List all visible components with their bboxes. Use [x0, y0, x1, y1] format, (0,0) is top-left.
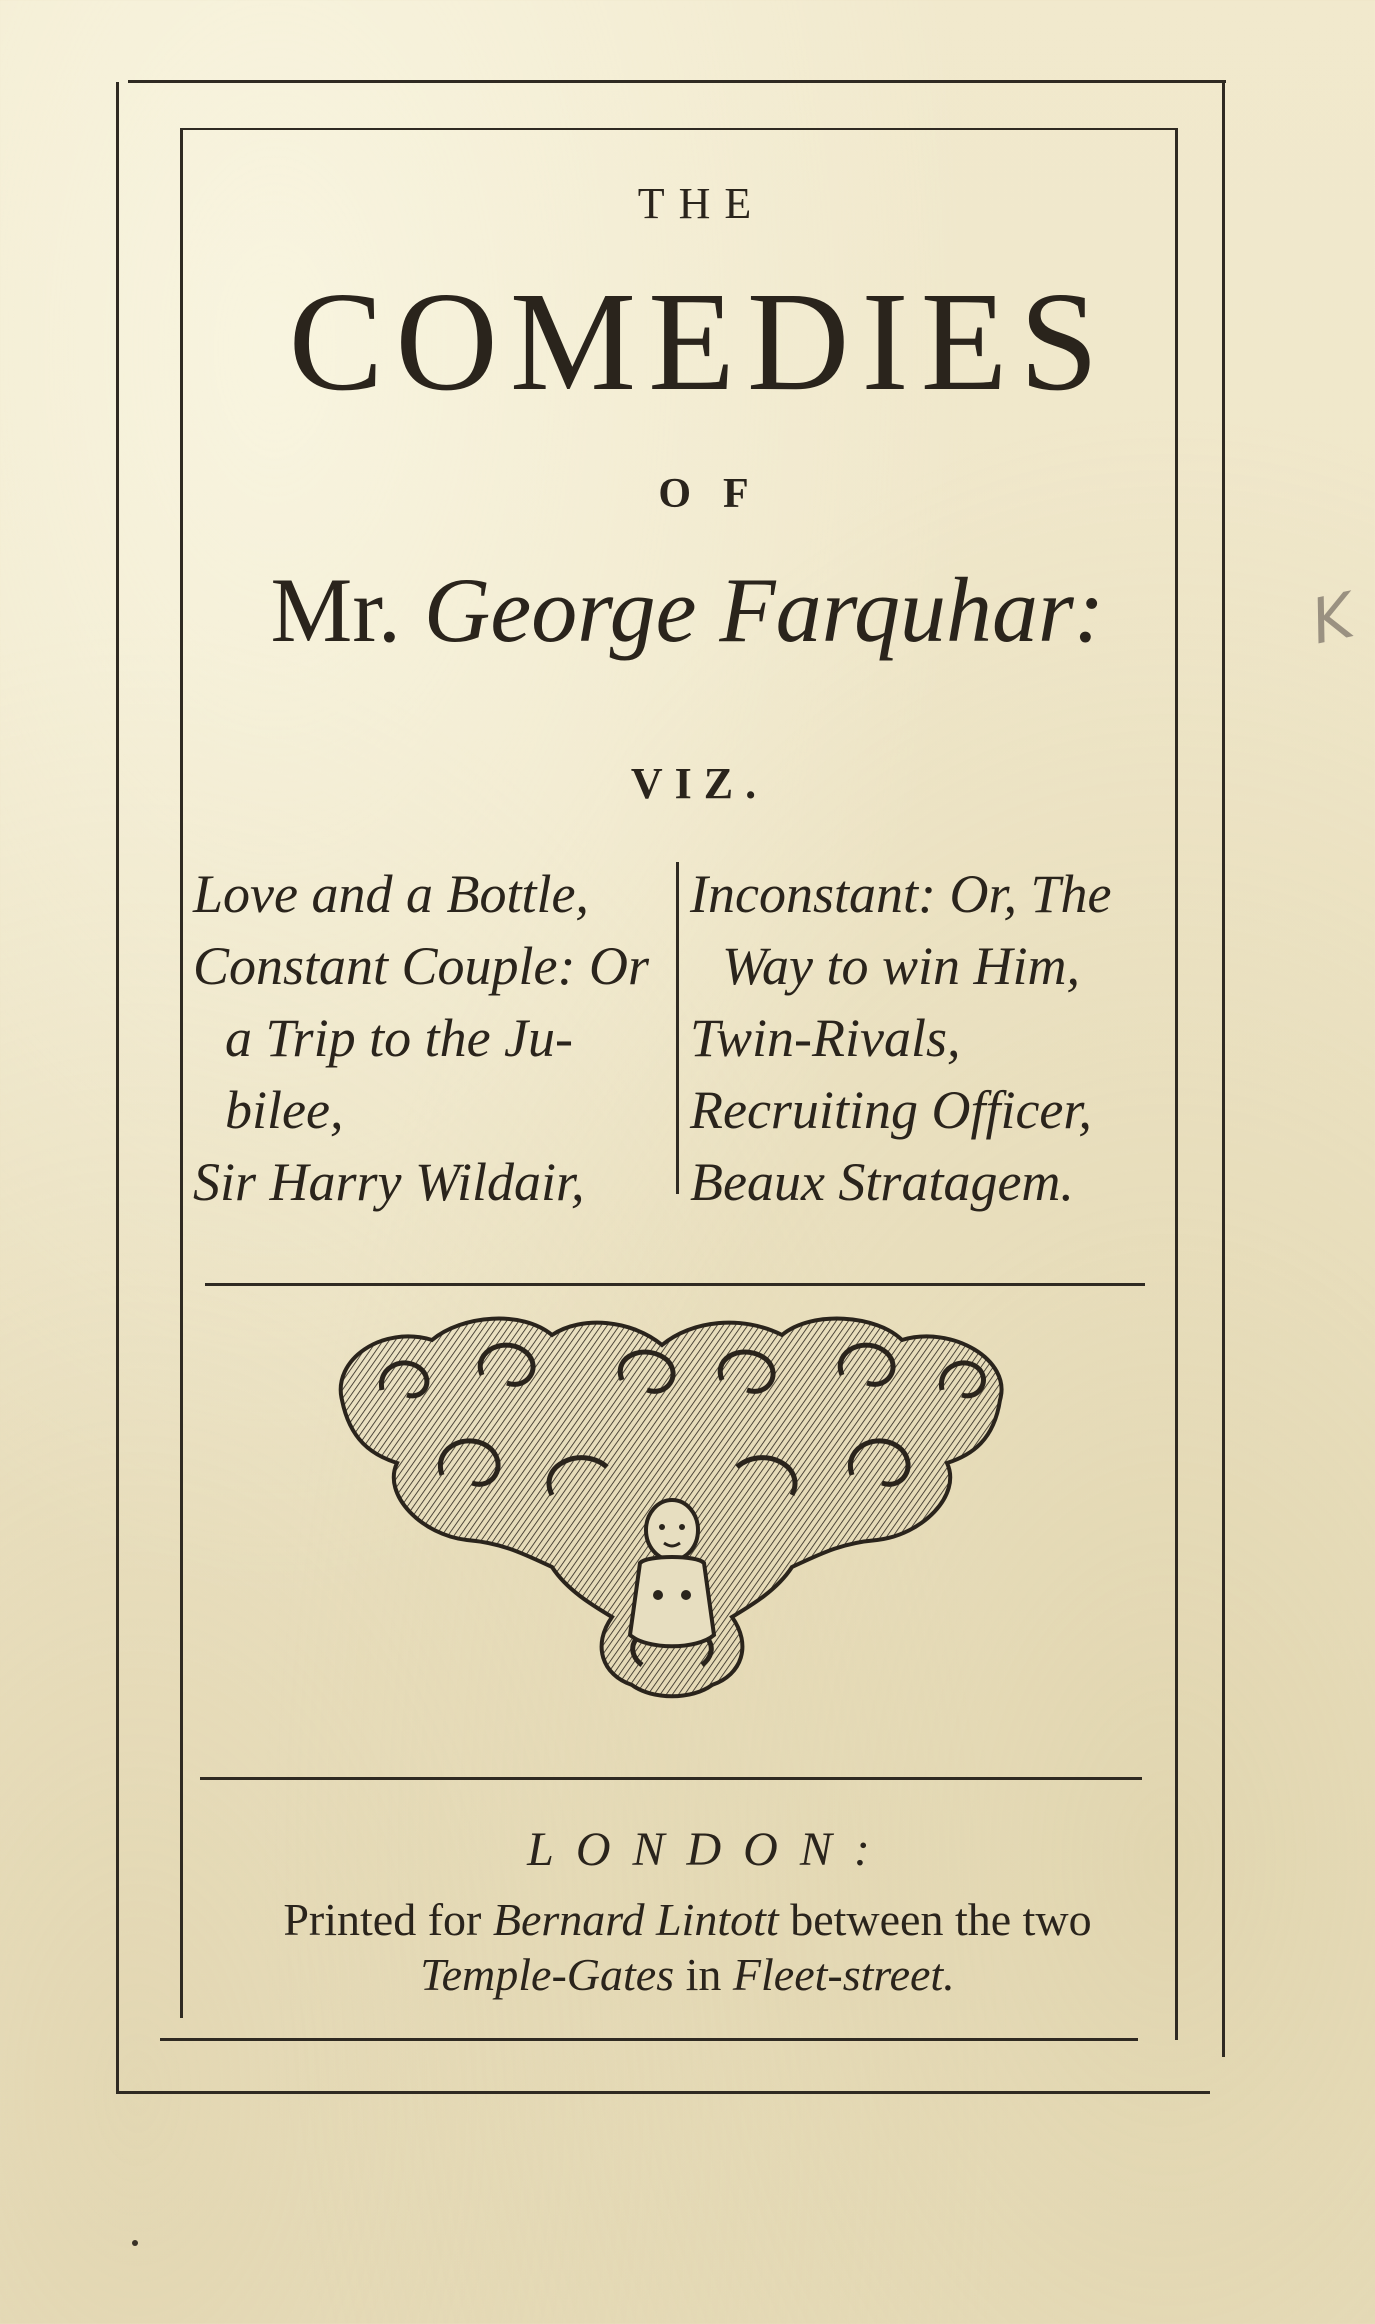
imprint-line-1 [0, 1893, 1375, 1946]
imprint-street: Fleet-street. [732, 1949, 955, 2000]
imprint-in: in [685, 1949, 722, 2000]
play-line: Inconstant: Or, The [690, 864, 1112, 924]
outer-border-top [128, 80, 1226, 83]
imprint-city: LONDON: [527, 1823, 892, 1876]
play-line: Beaux Stratagem. [690, 1152, 1074, 1212]
imprint-printer: Bernard Lintott [492, 1894, 779, 1945]
outer-border-bottom [116, 2091, 1210, 2094]
inner-border-right [1175, 130, 1178, 2040]
play-line: Way to win Him, [722, 936, 1081, 996]
author-name: George Farquhar: [423, 559, 1105, 661]
play-line: Constant Couple: Or [193, 936, 650, 996]
rule-above-ornament [205, 1283, 1145, 1286]
imprint-gates: Temple-Gates [420, 1949, 675, 2000]
title-of: OF [658, 471, 781, 517]
ink-speck [132, 2240, 138, 2246]
viz-label: VIZ. [630, 759, 769, 808]
play-line: Sir Harry Wildair, [193, 1152, 585, 1212]
rule-below-ornament [200, 1777, 1142, 1780]
plays-left-column [193, 858, 663, 1218]
column-divider [676, 862, 679, 1194]
plays-right-column [690, 858, 1160, 1218]
title-comedies: COMEDIES [288, 262, 1111, 420]
play-line: a Trip to the Ju- [225, 1008, 573, 1068]
inner-border-bottom [160, 2038, 1138, 2041]
inner-border-top [182, 128, 1178, 130]
imprint-line-2 [0, 1948, 1375, 2001]
author-line [0, 560, 1375, 661]
play-line: Recruiting Officer, [690, 1080, 1092, 1140]
head-piece-woodcut-ornament-icon [322, 1305, 1022, 1735]
imprint-printed-for: Printed for [283, 1894, 482, 1945]
title-the: THE [637, 179, 766, 228]
play-line: Love and a Bottle, [193, 864, 589, 924]
margin-pencil-mark: K [1304, 578, 1360, 659]
imprint-between: between the two [790, 1894, 1092, 1945]
play-line: Twin-Rivals, [690, 1008, 961, 1068]
play-line: bilee, [225, 1080, 344, 1140]
author-prefix: Mr. [270, 559, 401, 661]
